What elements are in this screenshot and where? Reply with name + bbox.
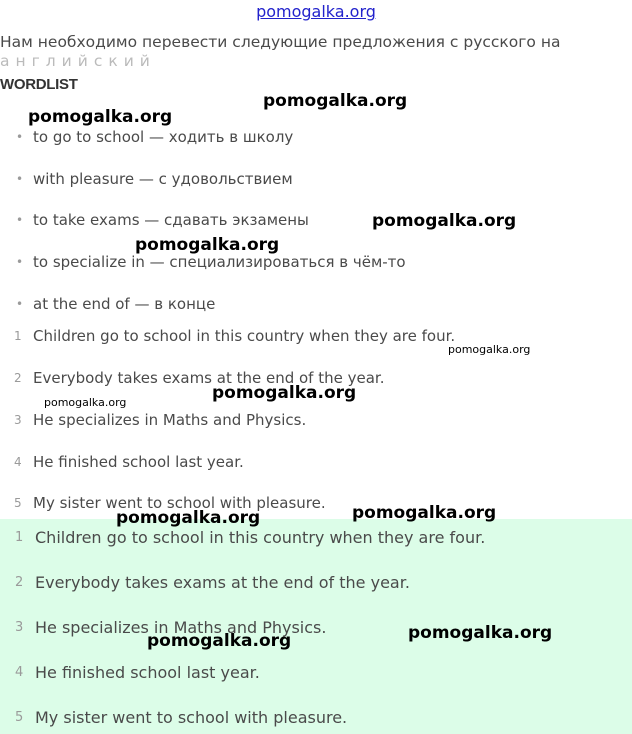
wordlist-item [0,125,293,149]
wordlist-item [0,292,215,316]
exercise-item [0,450,244,474]
exercise-item [0,324,455,348]
answer-number: 3 [15,619,24,635]
exercise-number: 2 [14,371,22,385]
answer-number: 5 [15,709,24,725]
exercise-number: 3 [14,413,22,427]
answer-text: Everybody takes exams at the end of the year. [35,572,410,592]
wordlist-item [0,167,293,191]
bullet-icon: • [16,130,24,144]
answer-text: Children go to school in this country when they are four. [35,527,486,547]
answer-text: He finished school last year. [35,662,260,682]
intro-text-cut: английский [0,52,156,70]
watermark: pomogalka.org [263,91,408,111]
bullet-icon: • [16,255,24,269]
bullet-icon: • [16,172,24,186]
watermark: pomogalka.org [147,631,292,651]
watermark: pomogalka.org [212,383,357,403]
wordlist-item-text: to go to school — ходить в школу [33,128,294,146]
wordlist-item-text: with pleasure — с удовольствием [33,170,293,188]
watermark: pomogalka.org [116,508,261,528]
bullet-icon: • [16,213,24,227]
watermark: pomogalka.org [135,235,280,255]
answer-item [0,569,410,595]
answer-number: 1 [15,529,24,545]
exercise-text: He specializes in Maths and Physics. [33,411,307,429]
answer-item [0,704,347,730]
answer-number: 2 [15,574,24,590]
wordlist-item [0,208,309,232]
site-header-link[interactable]: pomogalka.org [256,2,376,21]
wordlist-item-text: to take exams — сдавать экзамены [33,211,309,229]
exercise-item [0,408,306,432]
exercise-number: 1 [14,329,22,343]
exercise-text: He finished school last year. [33,453,244,471]
bullet-icon: • [16,297,24,311]
exercise-text: Children go to school in this country when they are four. [33,327,456,345]
answer-number: 4 [15,664,24,680]
watermark: pomogalka.org [372,211,517,231]
exercise-text: My sister went to school with pleasure. [33,494,326,512]
watermark: pomogalka.org [448,343,531,356]
answer-text: He specializes in Maths and Physics. [35,617,327,637]
answer-text: My sister went to school with pleasure. [35,707,348,727]
exercise-text: Everybody takes exams at the end of the year. [33,369,385,387]
wordlist-item-text: at the end of — в конце [33,295,216,313]
wordlist-title: WORDLIST [0,76,78,93]
watermark: pomogalka.org [28,107,173,127]
wordlist-item-text: to specialize in — специализироваться в чём-то [33,253,406,271]
answer-item [0,659,260,685]
intro-text: Нам необходимо перевести следующие предложения с русского на [0,33,561,51]
watermark: pomogalka.org [44,396,127,409]
watermark: pomogalka.org [408,623,553,643]
exercise-number: 5 [14,496,22,510]
watermark: pomogalka.org [352,503,497,523]
exercise-number: 4 [14,455,22,469]
